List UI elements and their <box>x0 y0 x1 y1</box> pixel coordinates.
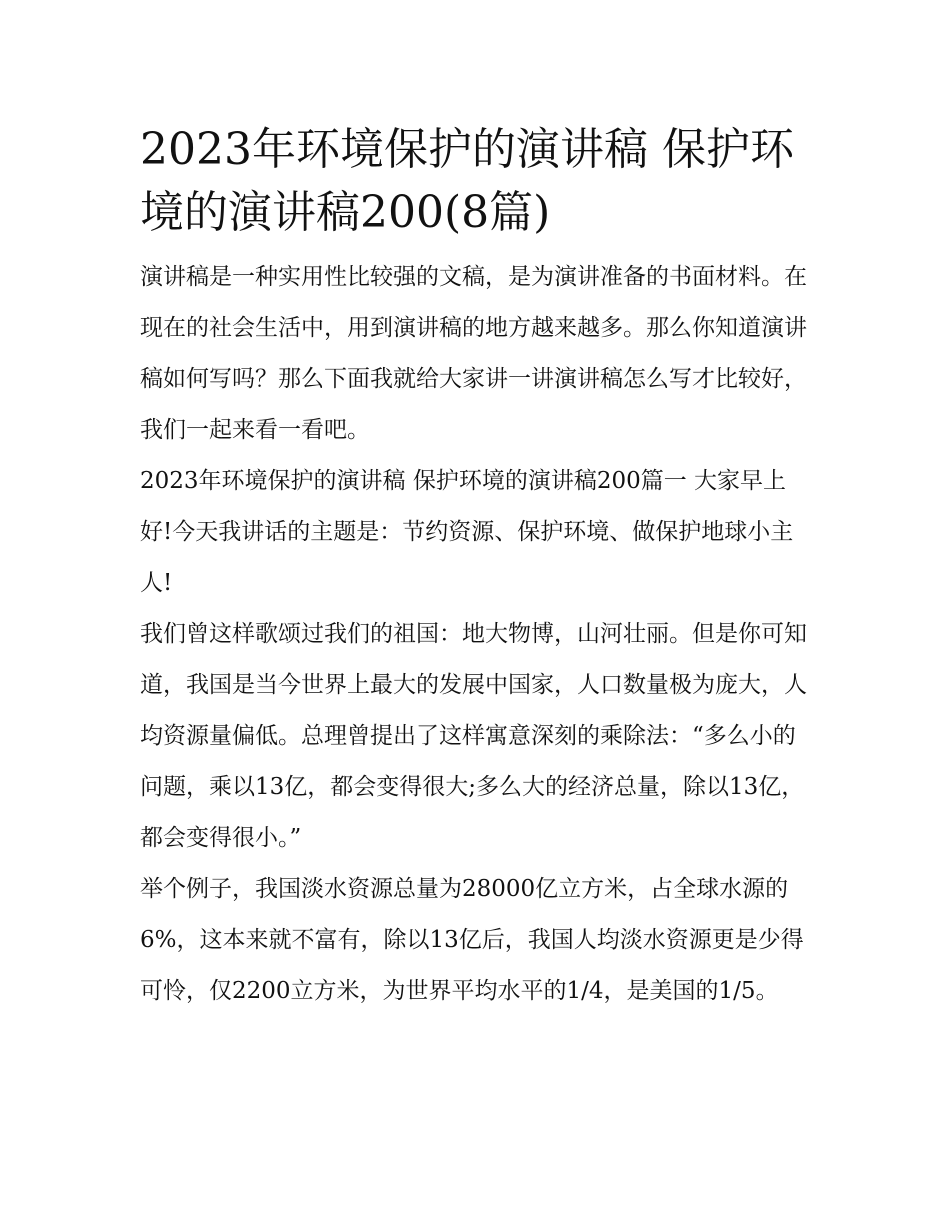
paragraph-water-example: 举个例子，我国淡水资源总量为28000亿立方米，占全球水源的6%，这本来就不富有，除以13亿后，我国人均淡水资源更是少得可怜，仅2200立方米，为世界平均水平的1/4，是美国的1/5。 <box>140 876 804 1004</box>
document-title: 2023年环境保护的演讲稿 保护环境的演讲稿200(8篇) <box>140 124 794 238</box>
paragraph-intro: 演讲稿是一种实用性比较强的文稿，是为演讲准备的书面材料。在现在的社会生活中，用到演讲稿的地方越来越多。那么你知道演讲稿如何写吗？那么下面我就给大家讲一讲演讲稿怎么写才比较好，我们一起来看一看吧。 <box>140 264 807 443</box>
paragraph-speech-opening: 2023年环境保护的演讲稿 保护环境的演讲稿200篇一 大家早上好!今天我讲话的主题是：节约资源、保护环境、做保护地球小主人! <box>140 468 794 596</box>
paragraph-country-resources: 我们曾这样歌颂过我们的祖国：地大物博，山河壮丽。但是你可知道，我国是当今世界上最大的发展中国家，人口数量极为庞大，人均资源量偏低。总理曾提出了这样寓意深刻的乘除法：“多么小的问题，乘以13亿，都会变得很大;多么大的经济总量，除以13亿，都会变得很小。” <box>140 621 807 851</box>
document-body <box>140 118 814 1017</box>
